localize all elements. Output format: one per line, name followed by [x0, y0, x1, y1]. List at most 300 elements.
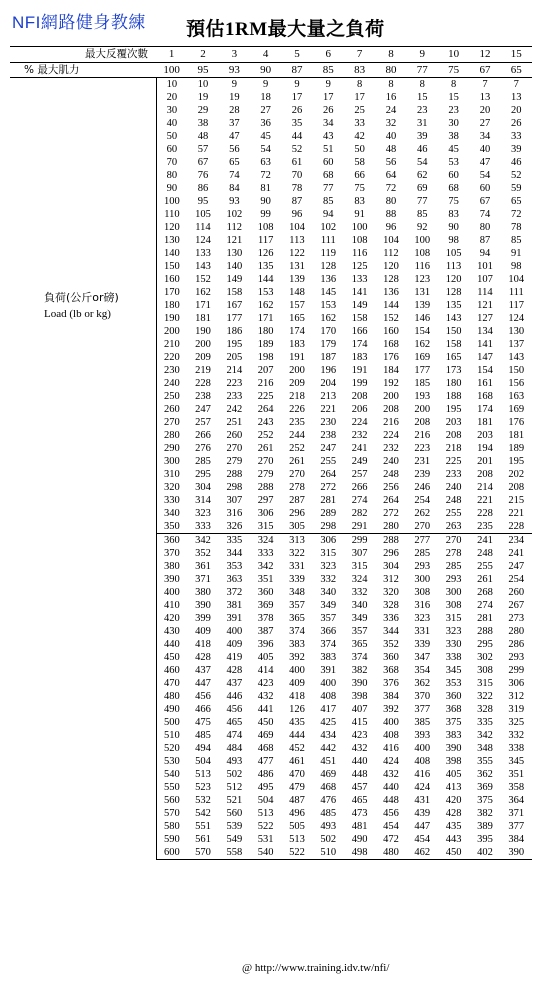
table-cell: 248 [383, 469, 399, 480]
table-cell: 57 [197, 144, 209, 155]
table-cell: 59 [511, 183, 522, 194]
table-cell: 480 [375, 846, 406, 860]
table-cell: 216 [414, 430, 431, 441]
table-cell: 276 [195, 443, 211, 454]
table-cell: 176 [508, 417, 525, 428]
table-cell: 383 [289, 639, 305, 650]
table-cell: 72 [385, 183, 397, 194]
table-cell: 312 [383, 574, 399, 585]
table-cell: 417 [320, 704, 337, 715]
table-cell: 416 [383, 743, 399, 754]
table-cell: 531 [257, 834, 274, 845]
table-cell: 332 [508, 730, 525, 741]
table-cell: 56 [385, 157, 397, 168]
table-cell: 512 [226, 782, 243, 793]
table-cell: 153 [320, 300, 337, 311]
reps-header-label: 最大反覆次數 [10, 47, 156, 63]
table-cell: 549 [226, 834, 243, 845]
table-cell: 289 [320, 508, 337, 519]
table-cell: 235 [289, 417, 305, 428]
table-cell: 213 [320, 391, 337, 402]
table-cell: 300 [414, 574, 431, 585]
table-cell: 539 [226, 821, 243, 832]
table-cell: 324 [257, 535, 274, 546]
table-cell: 107 [477, 274, 493, 285]
table-cell: 504 [257, 795, 274, 806]
table-cell: 192 [383, 378, 399, 389]
footer-url: @ http://www.training.idv.tw/nfi/ [242, 962, 390, 974]
table-cell: 280 [508, 626, 525, 637]
table-cell: 232 [383, 443, 399, 454]
table-cell: 90 [166, 183, 178, 194]
table-cell: 241 [508, 548, 525, 559]
table-cell: 102 [320, 222, 337, 233]
table-cell: 281 [477, 613, 493, 624]
table-cell: 174 [351, 339, 368, 350]
table-cell: 9 [231, 79, 237, 90]
table-cell: 209 [195, 352, 211, 363]
table-cell: 335 [226, 535, 243, 546]
table-cell: 322 [289, 548, 305, 559]
table-cell: 293 [414, 561, 431, 572]
percent-label: % 最大肌力 [10, 63, 156, 78]
table-cell: 432 [351, 743, 368, 754]
table-cell: 288 [257, 482, 274, 493]
table-cell: 396 [257, 639, 274, 650]
table-cell: 124 [195, 235, 211, 246]
table-cell: 335 [477, 717, 493, 728]
table-cell: 10 [166, 79, 178, 90]
table-cell: 80 [166, 170, 178, 181]
table-cell: 326 [219, 520, 250, 534]
table-cell: 513 [195, 769, 211, 780]
table-cell: 286 [508, 639, 525, 650]
table-cell: 285 [445, 561, 462, 572]
table-cell: 33 [354, 118, 365, 129]
table-cell: 304 [195, 482, 211, 493]
table-cell: 530 [164, 756, 180, 767]
table-cell: 110 [164, 209, 180, 220]
table-cell: 24 [385, 105, 397, 116]
table-cell: 23 [417, 105, 428, 116]
table-cell: 351 [257, 574, 274, 585]
table-cell: 261 [289, 456, 305, 467]
table-cell: 246 [414, 482, 431, 493]
table-cell: 393 [414, 730, 431, 741]
table-cell: 92 [417, 222, 428, 233]
table-cell: 244 [289, 430, 305, 441]
table-cell: 248 [477, 548, 493, 559]
table-cell: 7 [513, 79, 519, 90]
table-cell: 219 [195, 365, 211, 376]
table-cell: 42 [354, 131, 365, 142]
table-cell: 179 [320, 339, 337, 350]
table-cell: 450 [257, 717, 274, 728]
table-cell: 47 [229, 131, 240, 142]
table-cell: 380 [195, 587, 211, 598]
table-cell: 8 [419, 79, 425, 90]
table-cell: 108 [351, 235, 368, 246]
table-cell: 206 [351, 404, 368, 415]
table-cell: 590 [164, 834, 180, 845]
table-cell: 376 [383, 678, 399, 689]
table-cell: 472 [383, 834, 399, 845]
table-cell: 257 [351, 469, 368, 480]
table-cell: 323 [320, 561, 337, 572]
table-cell: 165 [289, 313, 305, 324]
table-cell: 444 [289, 730, 305, 741]
table-cell: 168 [383, 339, 399, 350]
table-cell: 208 [477, 469, 493, 480]
table-cell: 450 [438, 846, 469, 860]
table-cell: 36 [260, 118, 271, 129]
table-cell: 54 [479, 170, 491, 181]
table-cell: 266 [351, 482, 368, 493]
table-cell: 419 [226, 652, 243, 663]
table-cell: 384 [508, 834, 525, 845]
table-cell: 390 [445, 743, 462, 754]
table-cell: 200 [195, 339, 211, 350]
table-cell: 131 [414, 287, 431, 298]
table-cell: 95 [197, 196, 209, 207]
percent-cell: 100 [156, 63, 187, 78]
table-cell: 448 [351, 769, 368, 780]
table-cell: 77 [417, 196, 428, 207]
table-cell: 98 [511, 261, 522, 272]
table-cell: 408 [414, 756, 431, 767]
percent-cell: 95 [187, 63, 218, 78]
table-cell: 78 [511, 222, 522, 233]
table-cell: 47 [479, 157, 491, 168]
table-cell: 350 [156, 520, 187, 534]
table-cell: 308 [414, 587, 431, 598]
table-cell: 498 [344, 846, 375, 860]
table-cell: 225 [445, 456, 462, 467]
table-cell: 167 [226, 300, 243, 311]
table-cell: 207 [257, 365, 274, 376]
table-cell: 27 [260, 105, 271, 116]
table-cell: 502 [226, 769, 243, 780]
table-cell: 241 [351, 443, 368, 454]
table-cell: 149 [351, 300, 368, 311]
table-cell: 299 [351, 535, 368, 546]
reps-header-cell: 2 [187, 47, 218, 63]
table-cell: 371 [508, 808, 525, 819]
percent-cell: 83 [344, 63, 375, 78]
table-cell: 169 [508, 404, 525, 415]
table-cell: 46 [417, 144, 428, 155]
table-cell: 407 [351, 704, 368, 715]
table-cell: 505 [289, 821, 305, 832]
table-cell: 372 [226, 587, 243, 598]
table-cell: 60 [323, 157, 334, 168]
table-cell: 400 [226, 626, 243, 637]
table-cell: 130 [164, 235, 180, 246]
table-cell: 390 [351, 678, 368, 689]
table-cell: 522 [281, 846, 312, 860]
table-cell: 297 [257, 495, 274, 506]
table-cell: 230 [320, 417, 337, 428]
load-label-cell-lower [10, 534, 156, 860]
table-cell: 270 [257, 456, 274, 467]
table-cell: 560 [164, 795, 180, 806]
table-cell: 180 [257, 326, 274, 337]
table-cell: 384 [383, 691, 399, 702]
table-cell: 27 [479, 118, 491, 129]
table-cell: 391 [320, 665, 337, 676]
table-cell: 87 [291, 196, 303, 207]
table-cell: 413 [445, 782, 462, 793]
table-cell: 122 [289, 248, 305, 259]
table-cell: 270 [445, 535, 462, 546]
table-cell: 481 [351, 821, 368, 832]
table-cell: 310 [164, 469, 180, 480]
table-cell: 162 [414, 339, 431, 350]
table-cell: 365 [289, 613, 305, 624]
table-cell: 475 [195, 717, 211, 728]
table-cell: 323 [445, 626, 462, 637]
table-cell: 34 [323, 118, 334, 129]
table-cell: 485 [195, 730, 211, 741]
table-cell: 112 [383, 248, 399, 259]
table-cell: 117 [257, 235, 274, 246]
table-cell: 61 [291, 157, 303, 168]
reps-header-cell: 4 [250, 47, 281, 63]
table-row [10, 78, 532, 92]
table-cell: 52 [511, 170, 522, 181]
table-cell: 280 [375, 520, 406, 534]
table-cell: 185 [414, 378, 431, 389]
table-cell: 216 [383, 417, 399, 428]
table-cell: 420 [164, 613, 180, 624]
table-cell: 53 [448, 157, 459, 168]
table-cell: 16 [385, 92, 397, 103]
table-cell: 240 [164, 378, 180, 389]
table-cell: 523 [195, 782, 211, 793]
reps-header-cell: 8 [375, 47, 406, 63]
table-cell: 190 [164, 313, 180, 324]
table-cell: 477 [257, 756, 274, 767]
table-cell: 340 [320, 587, 337, 598]
table-cell: 149 [226, 274, 243, 285]
table-cell: 513 [257, 808, 274, 819]
table-cell: 135 [445, 300, 462, 311]
table-cell: 434 [320, 730, 337, 741]
table-cell: 274 [351, 495, 368, 506]
table-cell: 410 [164, 600, 180, 611]
table-cell: 180 [164, 300, 180, 311]
table-cell: 15 [417, 92, 428, 103]
table-cell: 392 [383, 704, 399, 715]
table-cell: 183 [351, 352, 368, 363]
table-cell: 130 [508, 326, 525, 337]
table-cell: 116 [414, 261, 430, 272]
table-cell: 181 [195, 313, 211, 324]
table-cell: 345 [445, 665, 462, 676]
table-cell: 316 [414, 600, 431, 611]
table-cell: 473 [351, 808, 368, 819]
table-cell: 363 [226, 574, 243, 585]
table-cell: 112 [226, 222, 242, 233]
table-cell: 198 [257, 352, 274, 363]
table-cell: 495 [257, 782, 274, 793]
table-cell: 408 [320, 691, 337, 702]
table-cell: 51 [323, 144, 334, 155]
table-cell: 348 [477, 743, 493, 754]
table-cell: 450 [164, 652, 180, 663]
table-cell: 139 [414, 300, 431, 311]
table-cell: 320 [383, 587, 399, 598]
table-cell: 256 [383, 482, 399, 493]
table-cell: 325 [508, 717, 525, 728]
table-cell: 233 [226, 391, 243, 402]
table-cell: 171 [257, 313, 274, 324]
table-cell: 224 [383, 430, 399, 441]
table-cell: 85 [323, 196, 334, 207]
table-cell: 128 [383, 274, 399, 285]
table-cell: 460 [164, 665, 180, 676]
table-cell: 255 [477, 561, 493, 572]
table-cell: 231 [414, 456, 431, 467]
table-cell: 469 [320, 769, 337, 780]
table-cell: 72 [511, 209, 522, 220]
table-cell: 208 [445, 430, 462, 441]
table-cell: 176 [383, 352, 399, 363]
table-cell: 210 [164, 339, 180, 350]
table-cell: 67 [479, 196, 491, 207]
table-cell: 13 [511, 92, 522, 103]
table-cell: 183 [289, 339, 305, 350]
table-cell: 306 [257, 508, 274, 519]
table-cell: 200 [383, 391, 399, 402]
table-cell: 25 [354, 105, 365, 116]
table-cell: 264 [383, 495, 399, 506]
table-cell: 416 [414, 769, 431, 780]
table-cell: 431 [414, 795, 431, 806]
table-cell: 273 [508, 613, 525, 624]
table-cell: 494 [195, 743, 211, 754]
table-cell: 75 [448, 196, 459, 207]
table-cell: 38 [197, 118, 209, 129]
table-cell: 100 [414, 235, 431, 246]
table-cell: 561 [195, 834, 211, 845]
table-cell: 81 [260, 183, 271, 194]
table-cell: 260 [226, 430, 243, 441]
table-cell: 214 [477, 482, 493, 493]
table-cell: 466 [195, 704, 211, 715]
table-cell: 191 [289, 352, 305, 363]
table-cell: 340 [164, 508, 180, 519]
table-cell: 46 [511, 157, 522, 168]
table-cell: 85 [417, 209, 428, 220]
table-cell: 121 [226, 235, 243, 246]
table-cell: 39 [417, 131, 428, 142]
table-cell: 119 [320, 248, 336, 259]
table-cell: 199 [351, 378, 368, 389]
table-cell: 113 [289, 235, 305, 246]
table-cell: 35 [291, 118, 303, 129]
table-cell: 117 [508, 300, 524, 311]
table-cell: 124 [508, 313, 525, 324]
table-cell: 331 [414, 626, 431, 637]
table-cell: 48 [385, 144, 397, 155]
table-cell: 400 [164, 587, 180, 598]
percent-cell: 67 [469, 63, 500, 78]
table-cell: 9 [263, 79, 269, 90]
table-cell: 152 [383, 313, 399, 324]
table-cell: 215 [508, 495, 525, 506]
table-cell: 300 [164, 456, 180, 467]
table-cell: 104 [289, 222, 305, 233]
table-cell: 315 [445, 613, 462, 624]
table-cell: 220 [164, 352, 180, 363]
table-cell: 307 [226, 495, 243, 506]
table-cell: 330 [445, 639, 462, 650]
table-cell: 300 [445, 587, 462, 598]
table-cell: 80 [385, 196, 397, 207]
table-cell: 251 [226, 417, 243, 428]
table-cell: 120 [164, 222, 180, 233]
table-cell: 357 [320, 613, 337, 624]
table-cell: 423 [351, 730, 368, 741]
table-cell: 60 [166, 144, 178, 155]
reps-header-cell: 6 [313, 47, 344, 63]
table-cell: 60 [479, 183, 491, 194]
percent-cell: 90 [250, 63, 281, 78]
table-cell: 339 [289, 574, 305, 585]
table-cell: 319 [508, 704, 525, 715]
table-cell: 200 [289, 365, 305, 376]
table-cell: 108 [257, 222, 274, 233]
table-cell: 390 [164, 574, 180, 585]
table-cell: 171 [195, 300, 211, 311]
table-cell: 328 [383, 600, 399, 611]
table-cell: 50 [166, 131, 178, 142]
table-cell: 101 [477, 261, 493, 272]
table-cell: 349 [351, 613, 368, 624]
table-cell: 395 [477, 834, 493, 845]
table-cell: 252 [257, 430, 274, 441]
table-cell: 56 [229, 144, 240, 155]
table-cell: 203 [445, 417, 462, 428]
table-cell: 216 [257, 378, 274, 389]
table-cell: 108 [414, 248, 431, 259]
table-cell: 439 [414, 808, 431, 819]
table-cell: 170 [164, 287, 180, 298]
table-cell: 239 [414, 469, 431, 480]
table-cell: 468 [320, 782, 337, 793]
table-cell: 19 [197, 92, 209, 103]
table-cell: 415 [351, 717, 368, 728]
table-cell: 570 [187, 846, 218, 860]
table-cell: 287 [289, 495, 305, 506]
table-cell: 214 [226, 365, 243, 376]
table-cell: 452 [289, 743, 305, 754]
table-cell: 315 [320, 548, 337, 559]
table-cell: 279 [226, 456, 243, 467]
table-cell: 281 [320, 495, 337, 506]
table-cell: 221 [508, 508, 525, 519]
table-cell: 298 [313, 520, 344, 534]
table-cell: 333 [257, 548, 274, 559]
table-cell: 333 [187, 520, 218, 534]
table-cell: 8 [357, 79, 363, 90]
table-cell: 131 [289, 261, 305, 272]
table-cell: 320 [164, 482, 180, 493]
table-cell: 195 [508, 456, 525, 467]
table-cell: 383 [320, 652, 337, 663]
table-cell: 43 [323, 131, 334, 142]
